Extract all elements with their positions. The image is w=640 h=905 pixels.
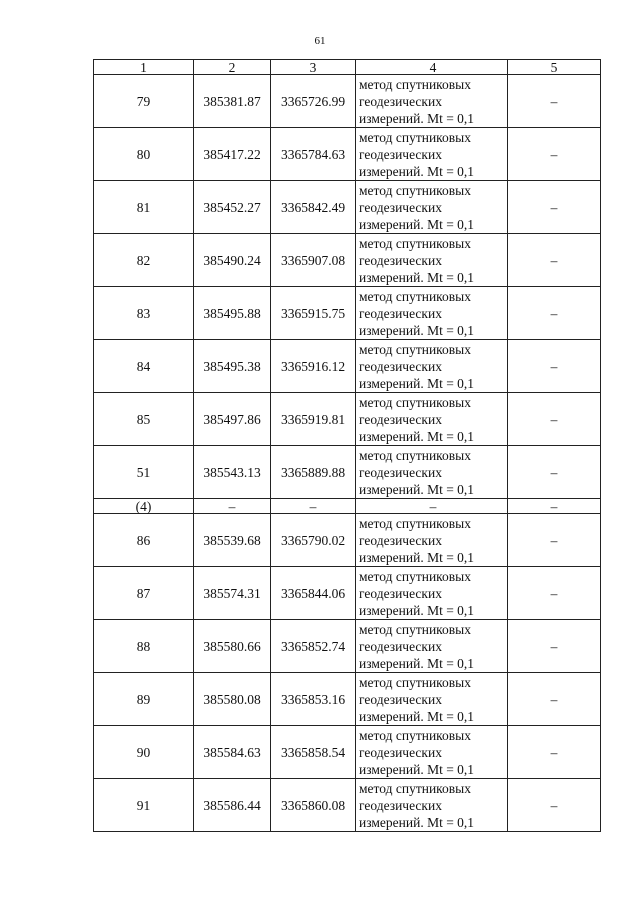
method-line: геодезических	[359, 358, 442, 374]
method-line: геодезических	[359, 638, 442, 654]
header-col-2: 2	[194, 60, 271, 75]
method-cell	[356, 234, 508, 287]
y-coordinate-cell: 3365790.02	[271, 514, 356, 567]
x-coordinate-cell: 385417.22	[194, 128, 271, 181]
note-cell: –	[508, 234, 601, 287]
method-cell	[356, 779, 508, 832]
y-coordinate-cell: 3365858.54	[271, 726, 356, 779]
method-line: измерений. Mt = 0,1	[359, 428, 475, 444]
point-number-cell: 87	[94, 567, 194, 620]
point-number-cell: (4)	[94, 499, 194, 514]
method-line: геодезических	[359, 146, 442, 162]
method-line: геодезических	[359, 252, 442, 268]
table-row	[94, 726, 601, 779]
table-row	[94, 393, 601, 446]
note-cell: –	[508, 340, 601, 393]
point-number-cell: 90	[94, 726, 194, 779]
method-line: измерений. Mt = 0,1	[359, 655, 475, 671]
page-number: 61	[314, 35, 326, 47]
x-coordinate-cell: 385497.86	[194, 393, 271, 446]
method-line: измерений. Mt = 0,1	[359, 481, 475, 497]
y-coordinate-cell: 3365852.74	[271, 620, 356, 673]
method-line: метод спутниковых	[359, 568, 471, 584]
method-cell	[356, 393, 508, 446]
x-coordinate-cell: 385539.68	[194, 514, 271, 567]
method-line: метод спутниковых	[359, 288, 471, 304]
table-row	[94, 128, 601, 181]
note-cell: –	[508, 499, 601, 514]
method-cell	[356, 181, 508, 234]
point-number-cell: 86	[94, 514, 194, 567]
point-number-cell: 85	[94, 393, 194, 446]
method-line: измерений. Mt = 0,1	[359, 322, 475, 338]
table-row	[94, 567, 601, 620]
x-coordinate-cell: 385586.44	[194, 779, 271, 832]
method-line: метод спутниковых	[359, 341, 471, 357]
note-cell: –	[508, 567, 601, 620]
method-line: метод спутниковых	[359, 447, 471, 463]
table-row	[94, 234, 601, 287]
header-col-3: 3	[271, 60, 356, 75]
y-coordinate-cell: 3365860.08	[271, 779, 356, 832]
method-line: геодезических	[359, 199, 442, 215]
method-line: измерений. Mt = 0,1	[359, 216, 475, 232]
method-cell	[356, 287, 508, 340]
point-number-cell: 79	[94, 75, 194, 128]
method-cell	[356, 514, 508, 567]
method-cell	[356, 128, 508, 181]
point-number-cell: 80	[94, 128, 194, 181]
method-line: метод спутниковых	[359, 727, 471, 743]
table-row	[94, 340, 601, 393]
note-cell: –	[508, 75, 601, 128]
method-cell	[356, 446, 508, 499]
note-cell: –	[508, 446, 601, 499]
table-row	[94, 514, 601, 567]
method-line: –	[429, 498, 437, 514]
method-line: геодезических	[359, 464, 442, 480]
y-coordinate-cell: 3365919.81	[271, 393, 356, 446]
note-cell: –	[508, 514, 601, 567]
y-coordinate-cell: 3365915.75	[271, 287, 356, 340]
note-cell: –	[508, 393, 601, 446]
table-body	[94, 75, 601, 832]
y-coordinate-cell: 3365784.63	[271, 128, 356, 181]
table-row	[94, 287, 601, 340]
note-cell: –	[508, 620, 601, 673]
x-coordinate-cell: 385580.66	[194, 620, 271, 673]
y-coordinate-cell: 3365726.99	[271, 75, 356, 128]
method-line: метод спутниковых	[359, 129, 471, 145]
method-line: геодезических	[359, 93, 442, 109]
y-coordinate-cell: –	[271, 499, 356, 514]
note-cell: –	[508, 181, 601, 234]
x-coordinate-cell: 385452.27	[194, 181, 271, 234]
x-coordinate-cell: 385495.38	[194, 340, 271, 393]
method-cell	[356, 499, 508, 514]
method-line: геодезических	[359, 411, 442, 427]
method-line: метод спутниковых	[359, 182, 471, 198]
header-col-5: 5	[508, 60, 601, 75]
table-row	[94, 779, 601, 832]
point-number-cell: 82	[94, 234, 194, 287]
method-cell	[356, 75, 508, 128]
method-cell	[356, 726, 508, 779]
table-row	[94, 75, 601, 128]
x-coordinate-cell: 385381.87	[194, 75, 271, 128]
method-line: геодезических	[359, 305, 442, 321]
method-line: измерений. Mt = 0,1	[359, 549, 475, 565]
method-cell	[356, 673, 508, 726]
method-line: метод спутниковых	[359, 394, 471, 410]
point-number-cell: 84	[94, 340, 194, 393]
method-cell	[356, 620, 508, 673]
method-line: метод спутниковых	[359, 76, 471, 92]
method-line: измерений. Mt = 0,1	[359, 269, 475, 285]
method-line: измерений. Mt = 0,1	[359, 602, 475, 618]
method-line: измерений. Mt = 0,1	[359, 761, 475, 777]
y-coordinate-cell: 3365916.12	[271, 340, 356, 393]
x-coordinate-cell: 385495.88	[194, 287, 271, 340]
method-line: измерений. Mt = 0,1	[359, 814, 475, 830]
note-cell: –	[508, 779, 601, 832]
method-line: измерений. Mt = 0,1	[359, 163, 475, 179]
note-cell: –	[508, 128, 601, 181]
method-line: геодезических	[359, 585, 442, 601]
method-line: геодезических	[359, 744, 442, 760]
method-line: геодезических	[359, 532, 442, 548]
point-number-cell: 89	[94, 673, 194, 726]
note-cell: –	[508, 287, 601, 340]
method-line: измерений. Mt = 0,1	[359, 375, 475, 391]
table-row	[94, 620, 601, 673]
point-number-cell: 51	[94, 446, 194, 499]
table-header-row	[94, 60, 601, 75]
header-col-4: 4	[356, 60, 508, 75]
method-line: геодезических	[359, 797, 442, 813]
method-line: метод спутниковых	[359, 674, 471, 690]
point-number-cell: 88	[94, 620, 194, 673]
header-col-1: 1	[94, 60, 194, 75]
note-cell: –	[508, 726, 601, 779]
method-cell	[356, 340, 508, 393]
x-coordinate-cell: –	[194, 499, 271, 514]
method-line: метод спутниковых	[359, 780, 471, 796]
x-coordinate-cell: 385584.63	[194, 726, 271, 779]
x-coordinate-cell: 385574.31	[194, 567, 271, 620]
method-line: измерений. Mt = 0,1	[359, 708, 475, 724]
x-coordinate-cell: 385580.08	[194, 673, 271, 726]
y-coordinate-cell: 3365889.88	[271, 446, 356, 499]
table-row	[94, 673, 601, 726]
method-line: метод спутниковых	[359, 621, 471, 637]
y-coordinate-cell: 3365907.08	[271, 234, 356, 287]
table-separator-row	[94, 499, 601, 514]
table-row	[94, 446, 601, 499]
method-line: метод спутниковых	[359, 515, 471, 531]
point-number-cell: 83	[94, 287, 194, 340]
method-cell	[356, 567, 508, 620]
method-line: геодезических	[359, 691, 442, 707]
coordinates-table	[93, 59, 601, 832]
method-line: измерений. Mt = 0,1	[359, 110, 475, 126]
method-line: метод спутниковых	[359, 235, 471, 251]
table-row	[94, 181, 601, 234]
note-cell: –	[508, 673, 601, 726]
x-coordinate-cell: 385490.24	[194, 234, 271, 287]
y-coordinate-cell: 3365842.49	[271, 181, 356, 234]
y-coordinate-cell: 3365844.06	[271, 567, 356, 620]
y-coordinate-cell: 3365853.16	[271, 673, 356, 726]
point-number-cell: 91	[94, 779, 194, 832]
x-coordinate-cell: 385543.13	[194, 446, 271, 499]
point-number-cell: 81	[94, 181, 194, 234]
